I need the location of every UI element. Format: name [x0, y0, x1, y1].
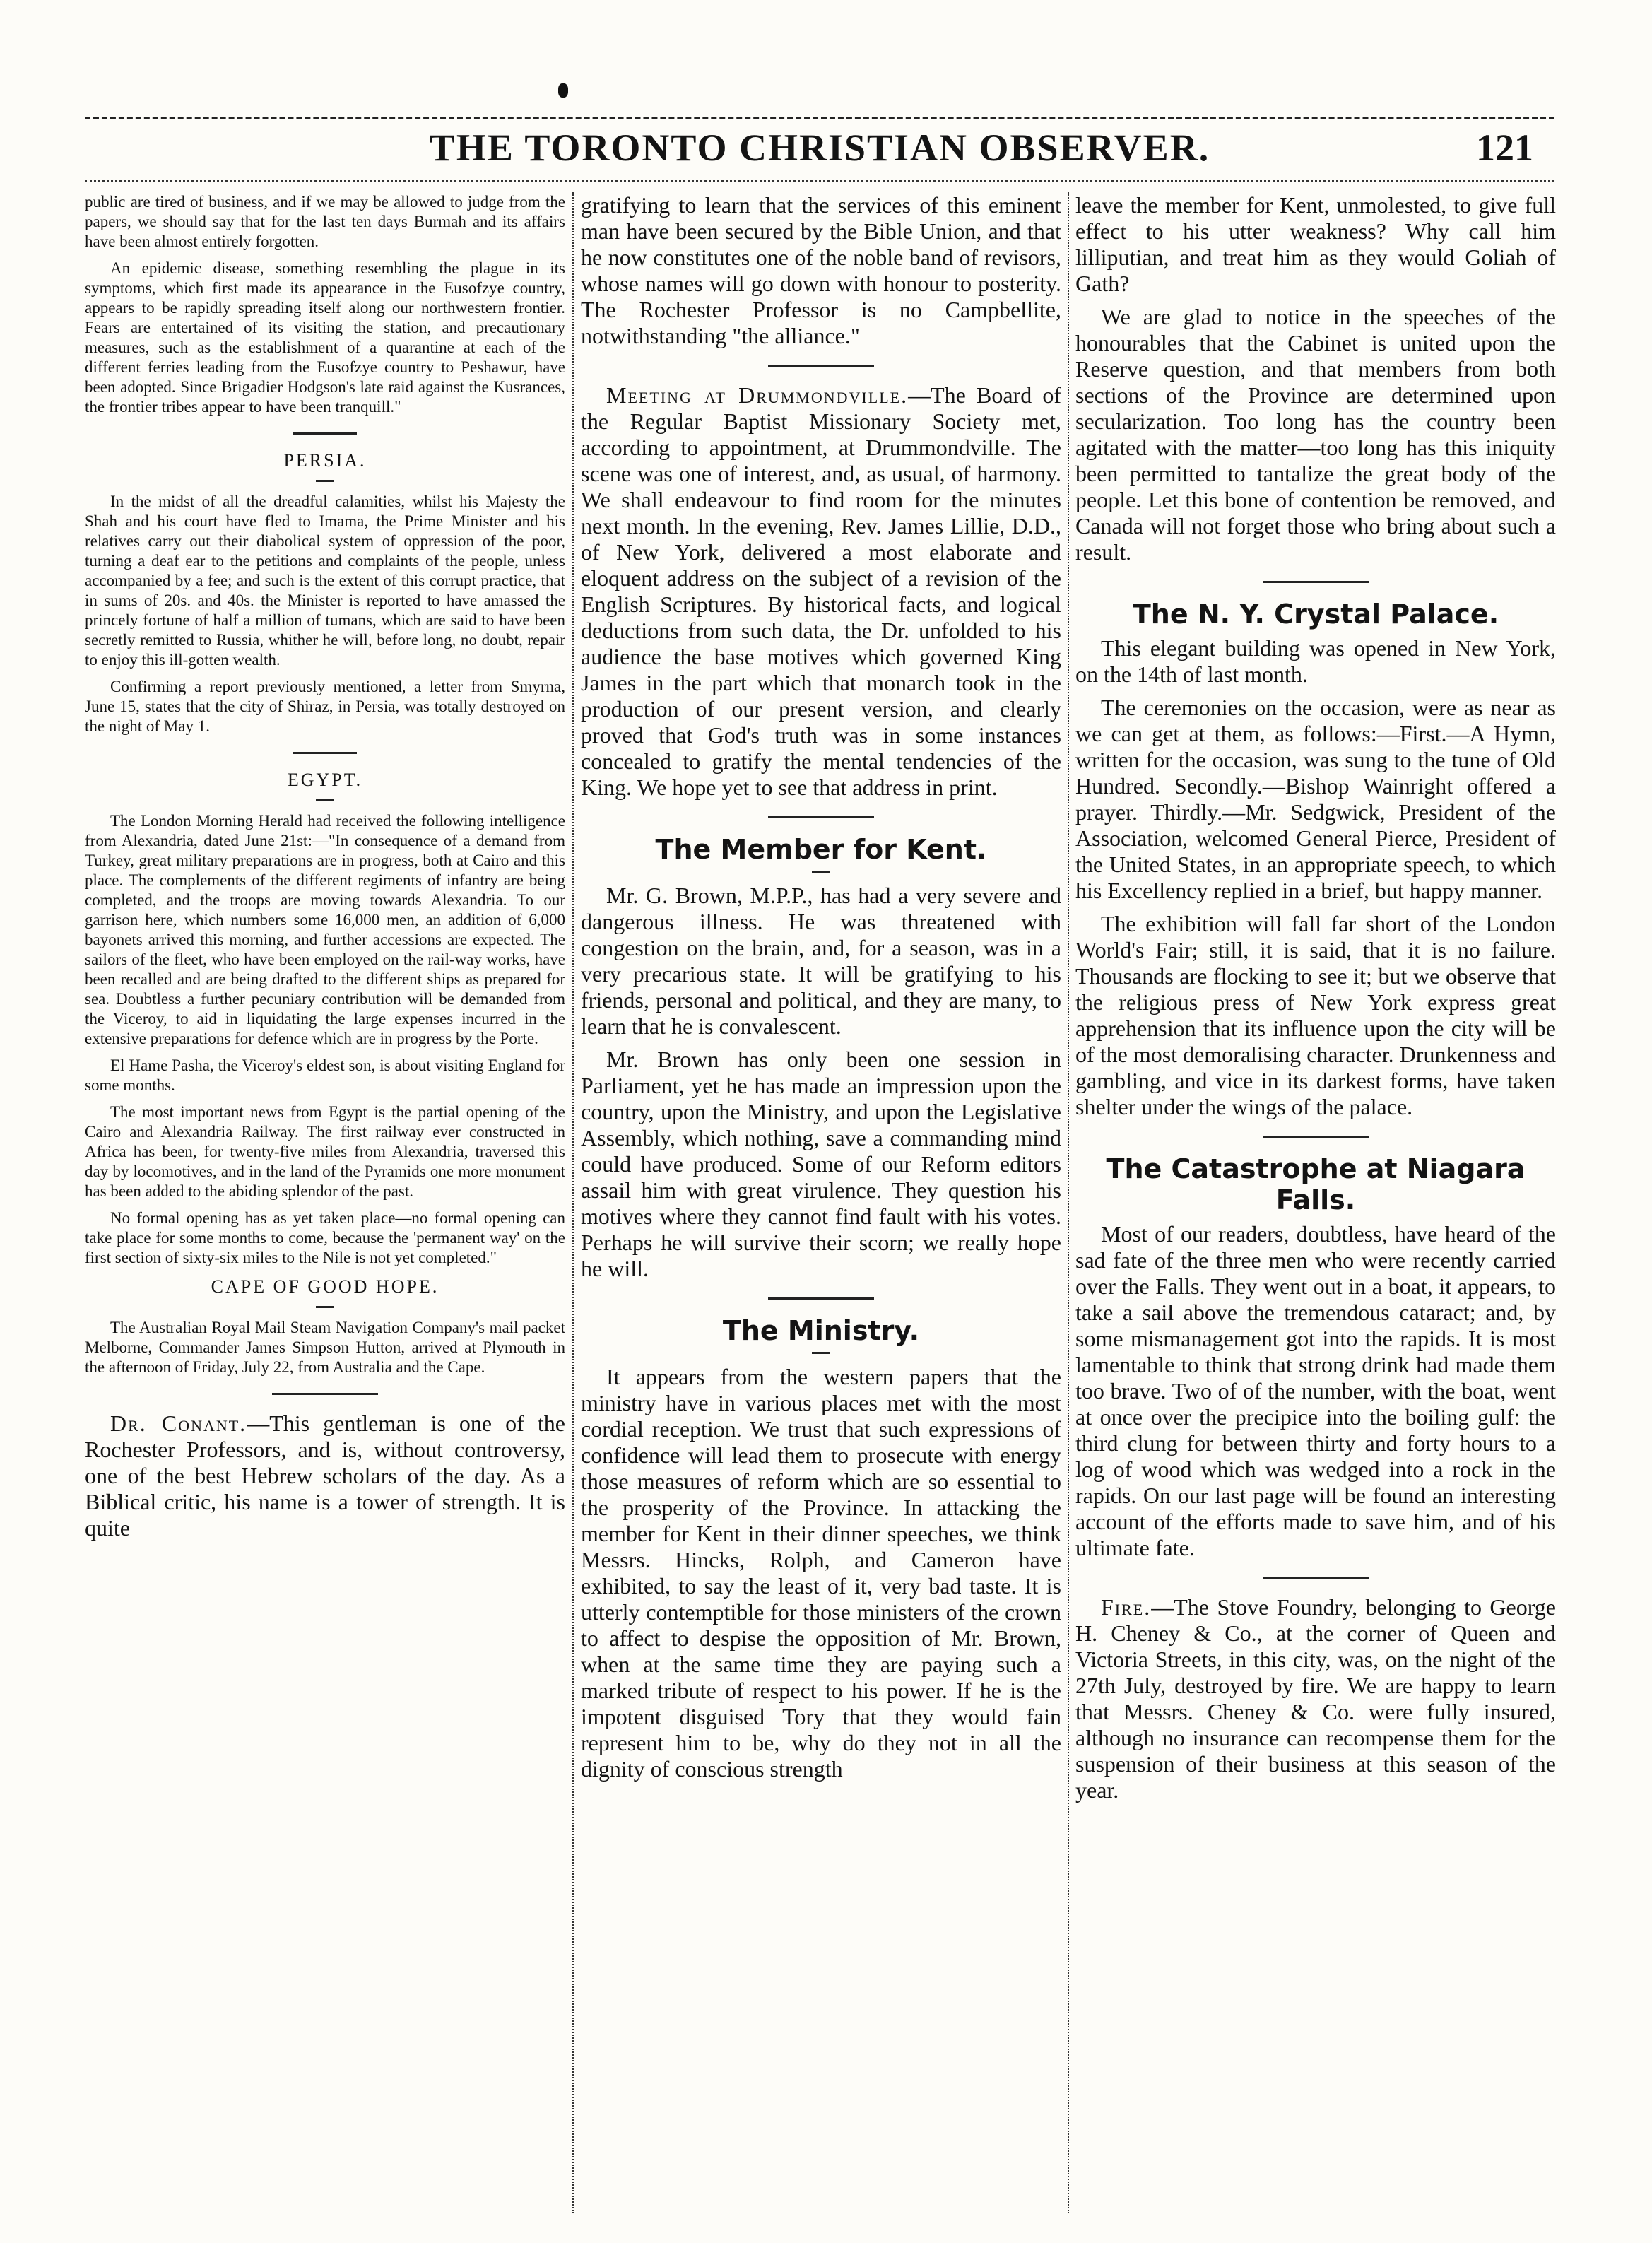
top-rule — [85, 117, 1554, 119]
article-paragraph — [581, 382, 1061, 801]
header-rule — [85, 180, 1554, 182]
column-rule-1 — [572, 192, 574, 2213]
column-3 — [1075, 192, 1556, 2213]
article-paragraph: gratifying to learn that the services of this eminent man have been secured by the Bible Union, and that he now constitutes one of the noble band of revisors, whose names will go down with honour to posterity. The Rochester Professor is no Campbellite, notwithstanding "the alliance." — [581, 192, 1061, 348]
article-separator — [768, 1297, 874, 1300]
newspaper-page — [78, 0, 1562, 2243]
masthead — [78, 126, 1562, 175]
article-paragraph: We are glad to notice in the speeches of the honourables that the Cabinet is united upon the Reserve question, and that members from both sections of the Province are determined upon secularization. Too long has the country been agitated with the matter—too long has this iniquity been permitted to tantalize the great body of the people. Let this bone of contention be removed, and Canada will not forget those who bring about such a result. — [1075, 304, 1556, 565]
heading-rule — [316, 1306, 334, 1308]
article-paragraph: The exhibition will fall far short of the London World's Fair; still, it is said, that it is no failure. Thousands are flocking to see it; but we observe that the religious press of New York express great apprehension that its influence upon the city will be of the most demoralising character. Drunkenness and gambling, and vice in its darkest forms, have taken shelter under the wings of the palace. — [1075, 911, 1556, 1119]
article-paragraph: leave the member for Kent, unmolested, to give full effect to his utter weakness? Why call him lilliputian, and treat him as they would Goliah of Gath? — [1075, 192, 1556, 296]
article-separator — [1263, 581, 1369, 583]
article-separator — [293, 752, 357, 754]
column-2 — [581, 192, 1061, 2213]
section-heading-egypt: EGYPT. — [287, 770, 363, 790]
heading-rule — [316, 480, 334, 482]
heading-rule — [812, 871, 830, 873]
article-paragraph: The London Morning Herald had received the following intelligence from Alexandria, dated June 21st:—"In consequence of a demand from Turkey, great military preparations are in progress, both at Cairo and this place. The complements of the different regiments of infantry are being completed, and the troops are moving towards Alexandria. To our garrison here, which numbers some 16,000 men, an addition of 6,000 bayonets arrived this morning, and further accessions are expected. The sailors of the fleet, who have been employed on the rail-way works, have been recalled and are being drafted to the different ships as prepared for sea. Doubtless a further pecuniary contribution will be demanded from the Viceroy, to aid in liquidating the large expenses incurred in the extensive preparations for defence which are in progress by the Porte. — [85, 812, 565, 1047]
article-body: —This gentleman is one of the Rochester Professors, and is, without controversy, one of the best Hebrew scholars of the day. As a Biblical critic, his name is a tower of strength. It is quite — [85, 1411, 565, 1541]
article-paragraph — [85, 1411, 565, 1541]
article-body: —The Stove Foundry, belonging to George H. Cheney & Co., at the corner of Queen and Victoria Streets, in this city, was, on the night of the 27th July, destroyed by fire. We are happy to learn that Messrs. Cheney & Co. were fully insured, although no insurance can recompense them for the suspension of their business at this season of the year. — [1075, 1594, 1556, 1803]
heading-rule — [812, 1352, 830, 1354]
article-paragraph: In the midst of all the dreadful calamities, whilst his Majesty the Shah and his court have fled to Imama, the Prime Minister and his relatives carry out their diabolical system of oppression of the poor, turning a deaf ear to the petitions and complaints of the people, unless accompanied by a fee; and such is the extent of this corrupt practice, that in sums of 20s. and 40s. the Minister is reported to have amassed the princely fortune of half a million of tumans, which are said to have been secretly remitted to Russia, whither he will, before long, no doubt, repair to enjoy this ill-gotten wealth. — [85, 493, 565, 669]
article-separator — [1263, 1577, 1369, 1579]
article-separator — [768, 816, 874, 818]
article-paragraph — [1075, 1594, 1556, 1803]
printer-mark — [558, 83, 568, 98]
headline-the-ministry: The Ministry. — [722, 1315, 920, 1346]
article-lead: Fire. — [1101, 1594, 1152, 1620]
article-paragraph: This elegant building was opened in New York, on the 14th of last month. — [1075, 635, 1556, 687]
article-paragraph: An epidemic disease, something resembling the plague in its symptoms, which first made its appearance in the Eusofzye country, appears to be rapidly spreading itself along our northwestern frontier. Fears are entertained of its visiting the station, and precautionary measures, such as the establishment of a quarantine at each of the different ferries leading from the Eusofzye country to Peshawur, have been adopted. Since Brigadier Hodgson's late raid against the Kusrances, the frontier tribes appear to have been tranquill." — [85, 259, 565, 416]
article-paragraph: Mr. G. Brown, M.P.P., has had a very severe and dangerous illness. He was threatened with congestion on the brain, and, for a season, was in a very precarious state. It will be gratifying to his friends, personal and political, and they are many, to learn that he is convalescent. — [581, 883, 1061, 1039]
article-separator — [768, 365, 874, 367]
article-lead: Dr. Conant. — [110, 1411, 247, 1436]
article-lead: Meeting at Drummondville. — [606, 382, 909, 408]
article-separator — [1263, 1136, 1369, 1138]
article-paragraph: public are tired of business, and if we may be allowed to judge from the papers, we should say that for the last ten days Burmah and its affairs have been almost entirely forgotten. — [85, 193, 565, 250]
article-paragraph: No formal opening has as yet taken place—no formal opening can take place for some months to come, because the 'permanent way' on the first section of sixty-six miles to the Nile is not yet completed." — [85, 1209, 565, 1266]
page-title: THE TORONTO CHRISTIAN OBSERVER. — [429, 126, 1210, 169]
headline-member-for-kent: The Member for Kent. — [655, 834, 987, 865]
headline-niagara-falls: The Catastrophe at Niagara Falls. — [1106, 1153, 1526, 1215]
article-paragraph: The most important news from Egypt is the partial opening of the Cairo and Alexandria Railway. The first railway ever constructed in Africa has been, for twenty-five miles from Alexandria, traversed this day by locomotives, and in the land of the Pyramids one more monument has been added to the abiding splendor of the past. — [85, 1103, 565, 1200]
article-separator — [272, 1393, 378, 1395]
article-paragraph: El Hame Pasha, the Viceroy's eldest son, is about visiting England for some months. — [85, 1056, 565, 1094]
article-paragraph: The Australian Royal Mail Steam Navigation Company's mail packet Melborne, Commander James Simpson Hutton, arrived at Plymouth in the afternoon of Friday, July 22, from Australia and the Cape. — [85, 1319, 565, 1376]
article-paragraph: Confirming a report previously mentioned, a letter from Smyrna, June 15, states that the city of Shiraz, in Persia, was totally destroyed on the night of May 1. — [85, 678, 565, 735]
headline-crystal-palace: The N. Y. Crystal Palace. — [1132, 599, 1499, 630]
column-1 — [85, 192, 565, 2213]
article-paragraph: It appears from the western papers that the ministry have in various places met with the most cordial reception. We trust that such expressions of confidence will lead them to prosecute with energy those measures of reform which are so essential to the prosperity of the Province. In attacking the member for Kent in their dinner speeches, we think Messrs. Hincks, Rolph, and Cameron have exhibited, to say the least of it, very bad taste. It is utterly contemptible for those ministers of the crown to affect to despise the opposition of Mr. Brown, when at the same time they are paying such a marked tribute of respect to his power. If he is the impotent disguised Tory that they would fain represent him to be, why do they not in all the dignity of conscious strength — [581, 1364, 1061, 1782]
article-separator — [293, 432, 357, 435]
column-rule-2 — [1068, 192, 1069, 2213]
heading-rule — [316, 799, 334, 801]
article-body: —The Board of the Regular Baptist Missionary Society met, according to appointment, at Drummondville. The scene was one of interest, and, as usual, of harmony. We shall endeavour to find room for the minutes next month. In the evening, Rev. James Lillie, D.D., of New York, delivered a most elaborate and eloquent address on the subject of a revision of the English Scriptures. By historical facts, and logical deductions from such data, the Dr. unfolded to his audience the base motives which governed King James in the part which that monarch took in the production of our present version, and clearly proved that God's truth was in some instances concealed to gratify the mental tendencies of the King. We hope yet to see that address in print. — [581, 382, 1061, 800]
article-paragraph: Mr. Brown has only been one session in Parliament, yet he has made an impression upon the country, upon the Ministry, and upon the Legislative Assembly, which nothing, save a commanding mind could have produced. Some of our Reform editors assail him with great virulence. They question his motives where they cannot find fault with his votes. Perhaps he will survive their scorn; we really hope he will. — [581, 1047, 1061, 1281]
article-paragraph: Most of our readers, doubtless, have heard of the sad fate of the three men who were recently carried over the Falls. They went out in a boat, it appears, to take a sail above the tremendous cataract; and, by some mismanagement got into the rapids. It is most lamentable to think that strong drink had made them too brave. Two of of the number, with the boat, went at once over the precipice into the boiling gulf: the third clung for between thirty and forty hours to a log of wood which was wedged into a rock in the rapids. On our last page will be found an interesting account of the efforts made to save him, and of his ultimate fate. — [1075, 1221, 1556, 1560]
section-heading-cape: CAPE OF GOOD HOPE. — [211, 1276, 439, 1297]
page-number: 121 — [1476, 126, 1533, 169]
section-heading-persia: PERSIA. — [283, 450, 367, 471]
article-paragraph: The ceremonies on the occasion, were as near as we can get at them, as follows:—First.—A Hymn, written for the occasion, was sung to the tune of Old Hundred. Secondly.—Bishop Wainright offered a prayer. Thirdly.—Mr. Sedgwick, President of the Association, welcomed General Pierce, President of the United States, in an appropriate speech, to which his Excellency replied in a brief, but happy manner. — [1075, 695, 1556, 903]
